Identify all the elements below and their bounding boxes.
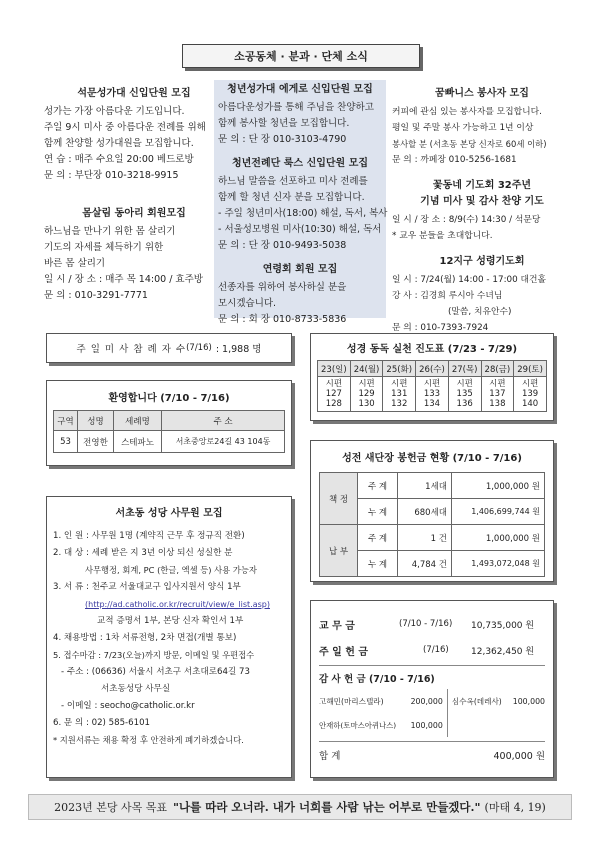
- job-recruit-title: 서초동 성당 사무원 모집: [115, 508, 223, 519]
- text-line: 2. 대 상 : 세례 받은 지 3년 이상 되신 성실한 분: [53, 548, 233, 558]
- table-header: 성명: [78, 411, 114, 431]
- gyomu-period: (7/10 - 7/16): [399, 619, 453, 629]
- day-header: 26(수): [416, 361, 449, 377]
- choir-recruit-body: [44, 104, 224, 184]
- attendance-box: [46, 333, 292, 363]
- donor-amount: [509, 713, 545, 737]
- middle-column: [214, 80, 388, 325]
- day-header: 29(토): [514, 361, 547, 377]
- text-line: 문 의 : 단 장 010-9493-5038: [218, 240, 347, 251]
- text-line: 하느님 말씀을 선포하고 미사 전례를: [218, 176, 368, 187]
- text-line: - 주일 청년미사(18:00) 해설, 독서, 복사: [218, 208, 388, 219]
- gyomu-row: [319, 611, 545, 637]
- day-header: 23(일): [318, 361, 351, 377]
- motto-quote: "나를 따라 오너라. 내가 너희를 사람 낚는 어부로 만들겠다.": [173, 800, 481, 814]
- text-line: 하느님을 만나기 위한 몸 살리기: [44, 226, 176, 237]
- table-cell: 1,000,000 원: [452, 473, 545, 499]
- reading-cell: 시편 135 136: [448, 377, 481, 412]
- text-line: (말씀, 치유안수): [448, 307, 512, 317]
- table-cell: 1세대: [398, 473, 452, 499]
- youth-choir-title: 청년성가대 에게로 신입단원 모집: [227, 84, 373, 95]
- text-line: 문 의 : 까페장 010-5256-1681: [392, 155, 517, 165]
- table-row: [54, 431, 285, 453]
- text-line: 함께 할 청년 신자 분을 모집합니다.: [218, 192, 365, 203]
- email-line: - 이메일 : seocho@catholic.or.kr: [61, 701, 195, 711]
- renovation-fund-box: [310, 440, 554, 582]
- motto-label: 2023년 본당 사목 목표: [54, 801, 167, 814]
- donor-name: [447, 713, 508, 737]
- cafe-volunteer-title: 꿈빠니스 봉사자 모집: [435, 88, 529, 99]
- text-line: 문 의 : 010-3291-7771: [44, 290, 148, 301]
- total-label: 합 계: [319, 751, 341, 762]
- text-line: 성가는 가장 아름다운 기도입니다.: [44, 106, 185, 117]
- offering-box: [310, 600, 554, 778]
- table-row: [320, 473, 545, 499]
- attendance-date: (7/16): [186, 343, 212, 353]
- table-cell: 1 건: [398, 525, 452, 551]
- reading-cell: 시편 127 128: [318, 377, 351, 412]
- text-line: 아름다운성가를 통해 주님을 찬양하고: [218, 102, 374, 113]
- total-value: 400,000 원: [493, 751, 545, 762]
- donor-amount: 200,000: [406, 689, 447, 713]
- text-line: 함께 봉사할 청년을 모집합니다.: [218, 118, 350, 129]
- choir-recruit-title: 석문성가대 신입단원 모집: [77, 88, 191, 99]
- table-cell: 누 계: [358, 551, 398, 577]
- prayer-anniv-title1: 꽃동네 기도회 32주년: [432, 180, 532, 191]
- welcome-table: [53, 410, 285, 453]
- text-line: 교적 증명서 1부, 본당 신자 확인서 1부: [97, 616, 244, 626]
- youth-liturgy-title: 청년전례단 룩스 신입단원 모집: [231, 158, 369, 169]
- table-cell: 1,406,699,744 원: [452, 499, 545, 525]
- attendance-label: 주 일 미 사 참 례 자 수: [76, 344, 187, 355]
- day-header: 25(화): [383, 361, 416, 377]
- bible-reading-box: [310, 333, 554, 421]
- table-row: [319, 689, 545, 713]
- table-cell: 53: [54, 431, 78, 453]
- reading-cell: 시편 139 140: [514, 377, 547, 412]
- text-line: 문 의 : 010-7393-7924: [392, 323, 489, 333]
- table-cell: 1,493,072,048 원: [452, 551, 545, 577]
- text-line: - 서울성모병원 미사(10:30) 해설, 독서: [218, 224, 382, 235]
- table-header: 주 소: [162, 411, 285, 431]
- text-line: * 지원서류는 채용 확정 후 안전하게 폐기하겠습니다.: [53, 735, 244, 745]
- table-cell: 스테파노: [114, 431, 162, 453]
- text-line: 3. 서 류 : 천주교 서울대교구 입사지원서 양식 1부: [53, 582, 241, 592]
- juil-value: 12,362,450 원: [471, 646, 535, 657]
- text-line: 문 의 : 회 장 010-8733-5836: [218, 314, 347, 325]
- table-row: [318, 377, 547, 412]
- text-line: 1. 인 원 : 사무원 1명 (계약직 근무 후 정규직 전환): [53, 531, 245, 541]
- text-line: 4. 채용방법 : 1차 서류전형, 2차 면접(개별 통보): [53, 633, 237, 643]
- table-cell: 주 계: [358, 525, 398, 551]
- reading-cell: 시편 131 132: [383, 377, 416, 412]
- table-cell: 1,000,000 원: [452, 525, 545, 551]
- text-line: 서초동성당 사무실: [101, 684, 171, 694]
- juil-label: 주 일 헌 금: [319, 646, 369, 658]
- reading-cell: 시편 133 134: [416, 377, 449, 412]
- donor-name: 안재하(토마스아퀴나스): [319, 720, 397, 730]
- text-line: 강 사 : 김경희 루시아 수녀님: [392, 291, 503, 301]
- donor-amount: 100,000: [406, 713, 447, 737]
- attendance-value: : 1,988 명: [215, 344, 262, 355]
- donor-name: 심수옥(데레사): [451, 696, 502, 706]
- body-club-title: 몸살림 동아리 회원모집: [82, 208, 186, 219]
- text-line: 일 시 / 장 소 : 8/9(수) 14:30 / 석문당: [392, 215, 541, 225]
- left-column: [44, 86, 224, 304]
- juil-row: [319, 637, 545, 663]
- juil-period: (7/16): [423, 645, 449, 655]
- text-line: 6. 문 의 : 02) 585-6101: [53, 718, 151, 728]
- text-line: 주일 9시 미사 중 아름다운 전례를 위해: [44, 122, 206, 133]
- welcome-title: 환영합니다 (7/10 - 7/16): [108, 393, 230, 404]
- motto-reference: (마태 4, 19): [484, 801, 546, 814]
- day-header: 27(목): [448, 361, 481, 377]
- text-line: 모시겠습니다.: [218, 298, 277, 309]
- donor-name: 고해민(마리스텔라): [319, 696, 384, 706]
- text-line: 연 습 : 매주 수요일 20:00 베드로방: [44, 154, 194, 165]
- donor-amount: 100,000: [512, 696, 545, 706]
- text-line: 커피에 관심 있는 봉사자를 모집합니다.: [392, 107, 542, 117]
- recruit-link[interactable]: (http://ad.catholic.or.kr/recruit/view/e_list.asp): [85, 600, 270, 609]
- text-line: 함께 찬양할 성가대원을 모집합니다.: [44, 138, 194, 149]
- bible-reading-title: 성경 동독 실천 진도표 (7/23 - 7/29): [346, 344, 518, 355]
- text-line: - 주소 : (06636) 서울시 서초구 서초대로64길 73: [61, 667, 250, 677]
- parish-motto-bar: [28, 794, 572, 820]
- table-cell: 주 계: [358, 473, 398, 499]
- group-label: 책 정: [320, 473, 358, 525]
- body-club-body: [44, 224, 224, 304]
- day-header: 24(월): [350, 361, 383, 377]
- text-line: 선종자를 위하여 봉사하실 분을: [218, 282, 347, 293]
- welcome-box: [46, 380, 292, 466]
- group-label: 납 부: [320, 525, 358, 577]
- total-row: [319, 741, 545, 762]
- text-line: 일 시 / 장 소 : 매주 목 14:00 / 효주방: [44, 274, 203, 285]
- table-cell: 서초중앙로24길 43 104동: [162, 431, 285, 453]
- funeral-society-title: 연령회 회원 모집: [262, 264, 338, 275]
- text-line: 바른 몸 살리기: [44, 258, 106, 269]
- renovation-fund-title: 성전 새단장 봉헌금 현황 (7/10 - 7/16): [342, 453, 522, 464]
- text-line: 봉사할 분 (서초동 본당 신자로 60세 이하): [392, 139, 547, 149]
- text-line: 문 의 : 단 장 010-3103-4790: [218, 134, 347, 145]
- thanks-title: 감 사 헌 금 (7/10 - 7/16): [319, 665, 545, 685]
- renovation-fund-table: [319, 472, 545, 577]
- table-row: [319, 713, 545, 737]
- table-cell: 누 계: [358, 499, 398, 525]
- reading-cell: 시편 129 130: [350, 377, 383, 412]
- table-cell: 4,784 건: [398, 551, 452, 577]
- table-row: [320, 525, 545, 551]
- right-column: [392, 86, 572, 336]
- table-cell: 680세대: [398, 499, 452, 525]
- holy-spirit-prayer-title: 12지구 성령기도회: [439, 256, 525, 267]
- gyomu-value: 10,735,000 원: [471, 620, 535, 631]
- text-line: 평일 및 주말 봉사 가능하고 1년 이상: [392, 123, 534, 133]
- page-title: 소공동체 · 분과 · 단체 소식: [182, 44, 420, 68]
- text-line: 5. 접수마감 : 7/23(오늘)까지 방문, 이메일 및 우편접수: [53, 650, 255, 660]
- text-line: * 교우 분들을 초대합니다.: [392, 231, 493, 241]
- day-header: 28(금): [481, 361, 514, 377]
- table-header: 세례명: [114, 411, 162, 431]
- text-line: 문 의 : 부단장 010-3218-9915: [44, 170, 179, 181]
- text-line: 기도의 자세를 체득하기 위한: [44, 242, 164, 253]
- thanks-table: [319, 689, 545, 737]
- job-recruit-box: [46, 496, 292, 778]
- prayer-anniv-title2: 기념 미사 및 감사 찬양 기도: [420, 196, 544, 207]
- text-line: 사무행정, 회계, PC (한글, 엑셀 등) 사용 가능자: [85, 565, 257, 575]
- table-header: 구역: [54, 411, 78, 431]
- gyomu-label: 교 무 금: [319, 620, 355, 632]
- bible-reading-table: [317, 360, 547, 412]
- reading-cell: 시편 137 138: [481, 377, 514, 412]
- table-cell: 전영한: [78, 431, 114, 453]
- text-line: 일 시 : 7/24(월) 14:00 - 17:00 대건홀: [392, 275, 547, 285]
